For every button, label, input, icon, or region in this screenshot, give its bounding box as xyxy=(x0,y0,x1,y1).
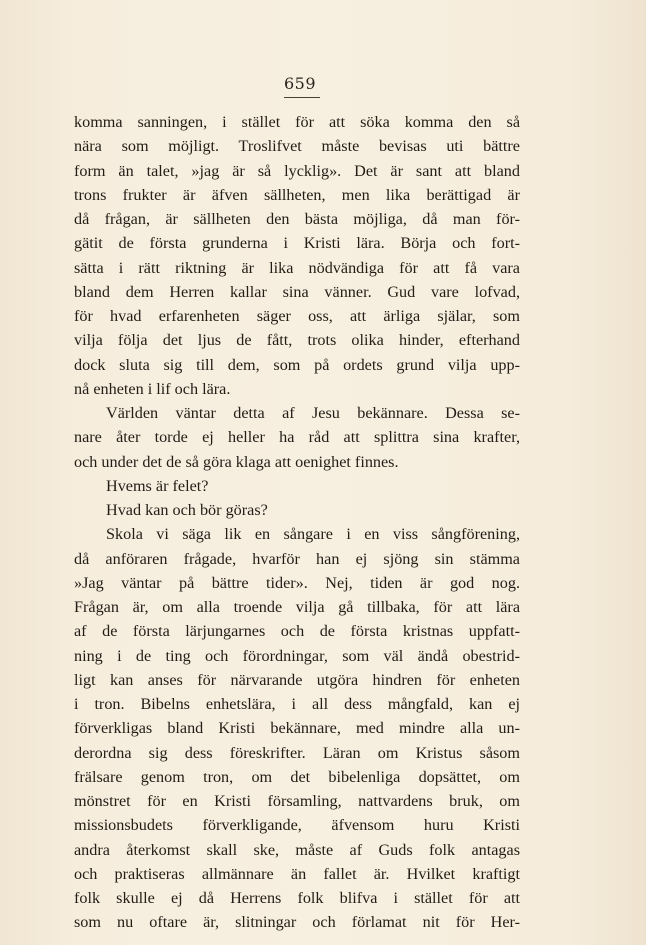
text-line: missionsbudets förverkligande, äfvensom huru Kristi xyxy=(74,816,520,835)
text-line: ning i de ting och förordningar, som väl ändå obestrid- xyxy=(74,646,520,665)
text-line: i tron. Bibelns enhetslära, i all dess mångfald, kan ej xyxy=(74,695,520,713)
page-number-rule xyxy=(284,97,320,98)
text-line: och praktiseras allmännare än fallet är. Hvilket kraftigt xyxy=(74,864,520,883)
text-line: Hvad kan och bör göras? xyxy=(106,501,268,519)
text-line: förverkligas bland Kristi bekännare, med mindre alla un- xyxy=(74,719,520,738)
text-line: sätta i rätt riktning är lika nödvändiga för att få vara xyxy=(74,258,520,277)
text-line: då frågan, är sällheten den bästa möjliga, då man för- xyxy=(74,210,520,228)
text-line: form än talet, »jag är så lycklig». Det är sant att bland xyxy=(74,161,520,180)
text-line: Skola vi säga lik en sångare i en viss sångförening, xyxy=(106,525,520,544)
text-line: bland dem Herren kallar sina vänner. Gud vare lofvad, xyxy=(74,282,520,301)
text-line: för hvad erfarenheten säger oss, att ärliga själar, som xyxy=(74,307,520,325)
text-line: folk skulle ej då Herrens folk blifva i stället för att xyxy=(74,889,520,907)
body-text xyxy=(74,110,520,935)
text-line: som nu oftare är, slitningar och förlamat nit för Her- xyxy=(74,913,520,932)
text-line: Världen väntar detta af Jesu bekännare. Dessa se- xyxy=(106,404,520,422)
text-line: nare åter torde ej heller ha råd att splittra sina krafter, xyxy=(74,428,520,447)
text-line: af de första lärjungarnes och de första kristnas uppfatt- xyxy=(74,622,520,641)
text-line: frälsare genom tron, om det bibelenliga dopsättet, om xyxy=(74,767,520,786)
text-line: mönstret för en Kristi församling, nattvardens bruk, om xyxy=(74,792,520,810)
text-line: nå enheten i lif och lära. xyxy=(74,379,231,398)
text-line: Hvems är felet? xyxy=(106,476,209,495)
text-line: dock sluta sig till dem, som på ordets grund vilja upp- xyxy=(74,355,520,374)
text-line: vilja följa det ljus de fått, trots olika hinder, efterhand xyxy=(74,331,520,350)
text-line: ligt kan anses för närvarande utgöra hindren för enheten xyxy=(74,670,520,689)
text-line: gätit de första grunderna i Kristi lära. Börja och fort- xyxy=(74,234,520,253)
text-line: Frågan är, om alla troende vilja gå tillbaka, för att lära xyxy=(74,598,520,616)
text-line: trons frukter är äfven sällheten, men lika berättigad är xyxy=(74,185,520,204)
text-line: och under det de så göra klaga att oenighet finnes. xyxy=(74,452,399,471)
text-line: komma sanningen, i stället för att söka komma den så xyxy=(74,113,520,131)
text-line: »Jag väntar på bättre tider». Nej, tiden är god nog. xyxy=(74,573,520,592)
text-line: då anföraren frågade, hvarför han ej sjöng sin stämma xyxy=(74,549,520,568)
text-line: andra återkomst skall ske, måste af Guds folk antagas xyxy=(74,840,520,859)
text-line: derordna sig dess föreskrifter. Läran om Kristus såsom xyxy=(74,743,520,762)
page-number: 659 xyxy=(283,74,317,93)
text-line: nära som möjligt. Troslifvet måste bevisas uti bättre xyxy=(74,137,520,156)
